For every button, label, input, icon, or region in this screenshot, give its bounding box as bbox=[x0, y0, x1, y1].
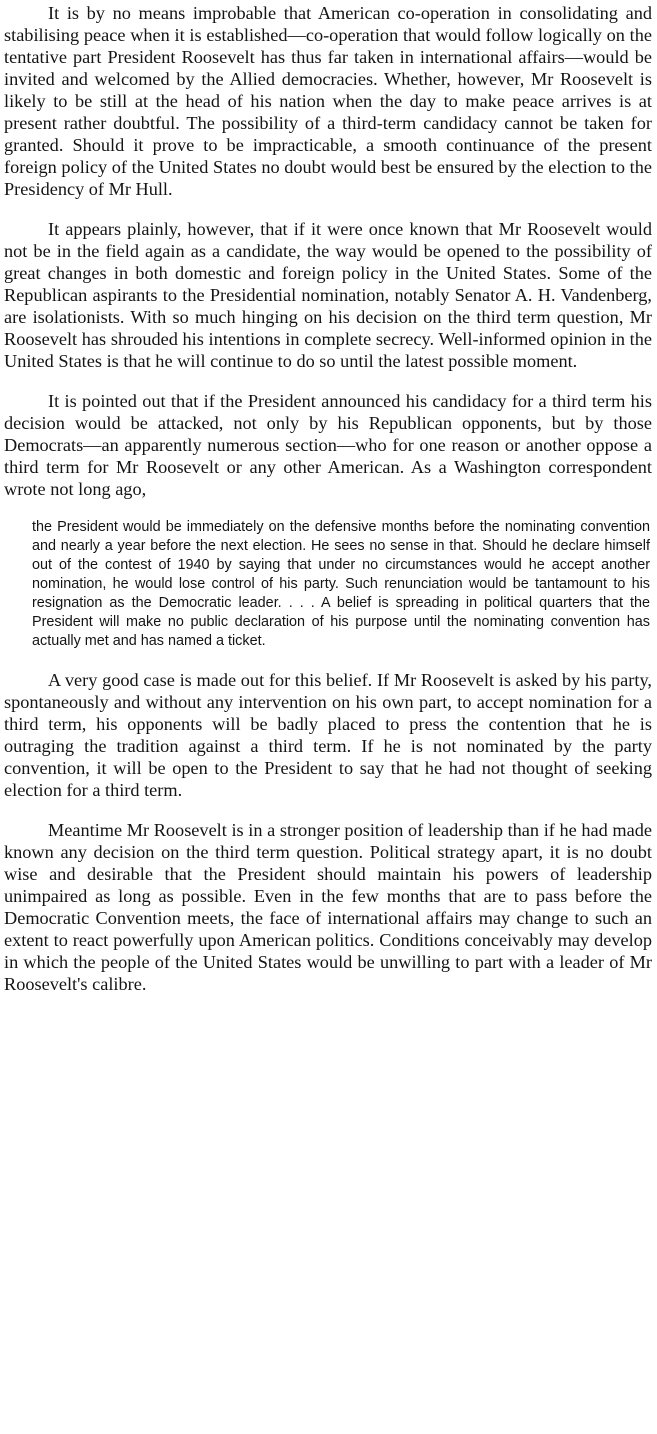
article-paragraph: A very good case is made out for this belief. If Mr Roosevelt is asked by his party, spontaneously and without any intervention on his own part, to accept nomination for a third term, his opponents will be badly placed to press the contention that he is outraging the tradition against a third term. If he is not nominated by the party convention, it will be open to the President to say that he had not thought of seeking election for a third term. bbox=[4, 670, 652, 800]
article-paragraph: It is pointed out that if the President announced his candidacy for a third term his decision would be attacked, not only by his Republican opponents, but by those Democrats—an apparently numerous section—who for one reason or another oppose a third term for Mr Roosevelt or any other American. As a Washington correspondent wrote not long ago, bbox=[4, 391, 652, 499]
paragraph-gap bbox=[4, 801, 652, 819]
article-paragraph: It is by no means improbable that American co-operation in consolidating and stabilising peace when it is established—co-operation that would follow logically on the tentative part President Roosevelt has thus far taken in international affairs—would be invited and welcomed by the Allied democracies. Whether, however, Mr Roosevelt is likely to be still at the head of his nation when the day to make peace arrives is at present rather doubtful. The possibility of a third-term candidacy cannot be taken for granted. Should it prove to be impracticable, a smooth continuance of the present foreign policy of the United States no doubt would best be ensured by the election to the Presidency of Mr Hull. bbox=[4, 3, 652, 199]
paragraph-gap bbox=[4, 372, 652, 390]
paragraph-gap bbox=[4, 200, 652, 218]
paragraph-gap bbox=[4, 500, 652, 518]
article-paragraph: It appears plainly, however, that if it were once known that Mr Roosevelt would not be in the field again as a candidate, the way would be opened to the possibility of great changes in both domestic and foreign policy in the United States. Some of the Republican aspirants to the Presidential nomination, notably Senator A. H. Vandenberg, are isolationists. With so much hinging on his decision on the third term question, Mr Roosevelt has shrouded his intentions in complete secrecy. Well-informed opinion in the United States is that he will continue to do so until the latest possible moment. bbox=[4, 219, 652, 371]
block-quote: the President would be immediately on the defensive months before the nominating convention and nearly a year before the next election. He sees no sense in that. Should he declare himself out of the contest of 1940 by saying that under no circumstances would he accept another nomination, he would lose control of his party. Such renunciation would be tantamount to his resignation as the Democratic leader. . . . A belief is spreading in political quarters that the President will make no public declaration of his purpose until the nominating convention has actually met and has named a ticket. bbox=[32, 519, 650, 649]
paragraph-gap bbox=[4, 651, 652, 669]
article-paragraph: Meantime Mr Roosevelt is in a stronger position of leadership than if he had made known any decision on the third term question. Political strategy apart, it is no doubt wise and desirable that the President should maintain his powers of leadership unimpaired as long as possible. Even in the few months that are to pass before the Democratic Convention meets, the face of international affairs may change to such an extent to react powerfully upon American politics. Conditions conceivably may develop in which the people of the United States would be unwilling to part with a leader of Mr Roosevelt's calibre. bbox=[4, 820, 652, 994]
